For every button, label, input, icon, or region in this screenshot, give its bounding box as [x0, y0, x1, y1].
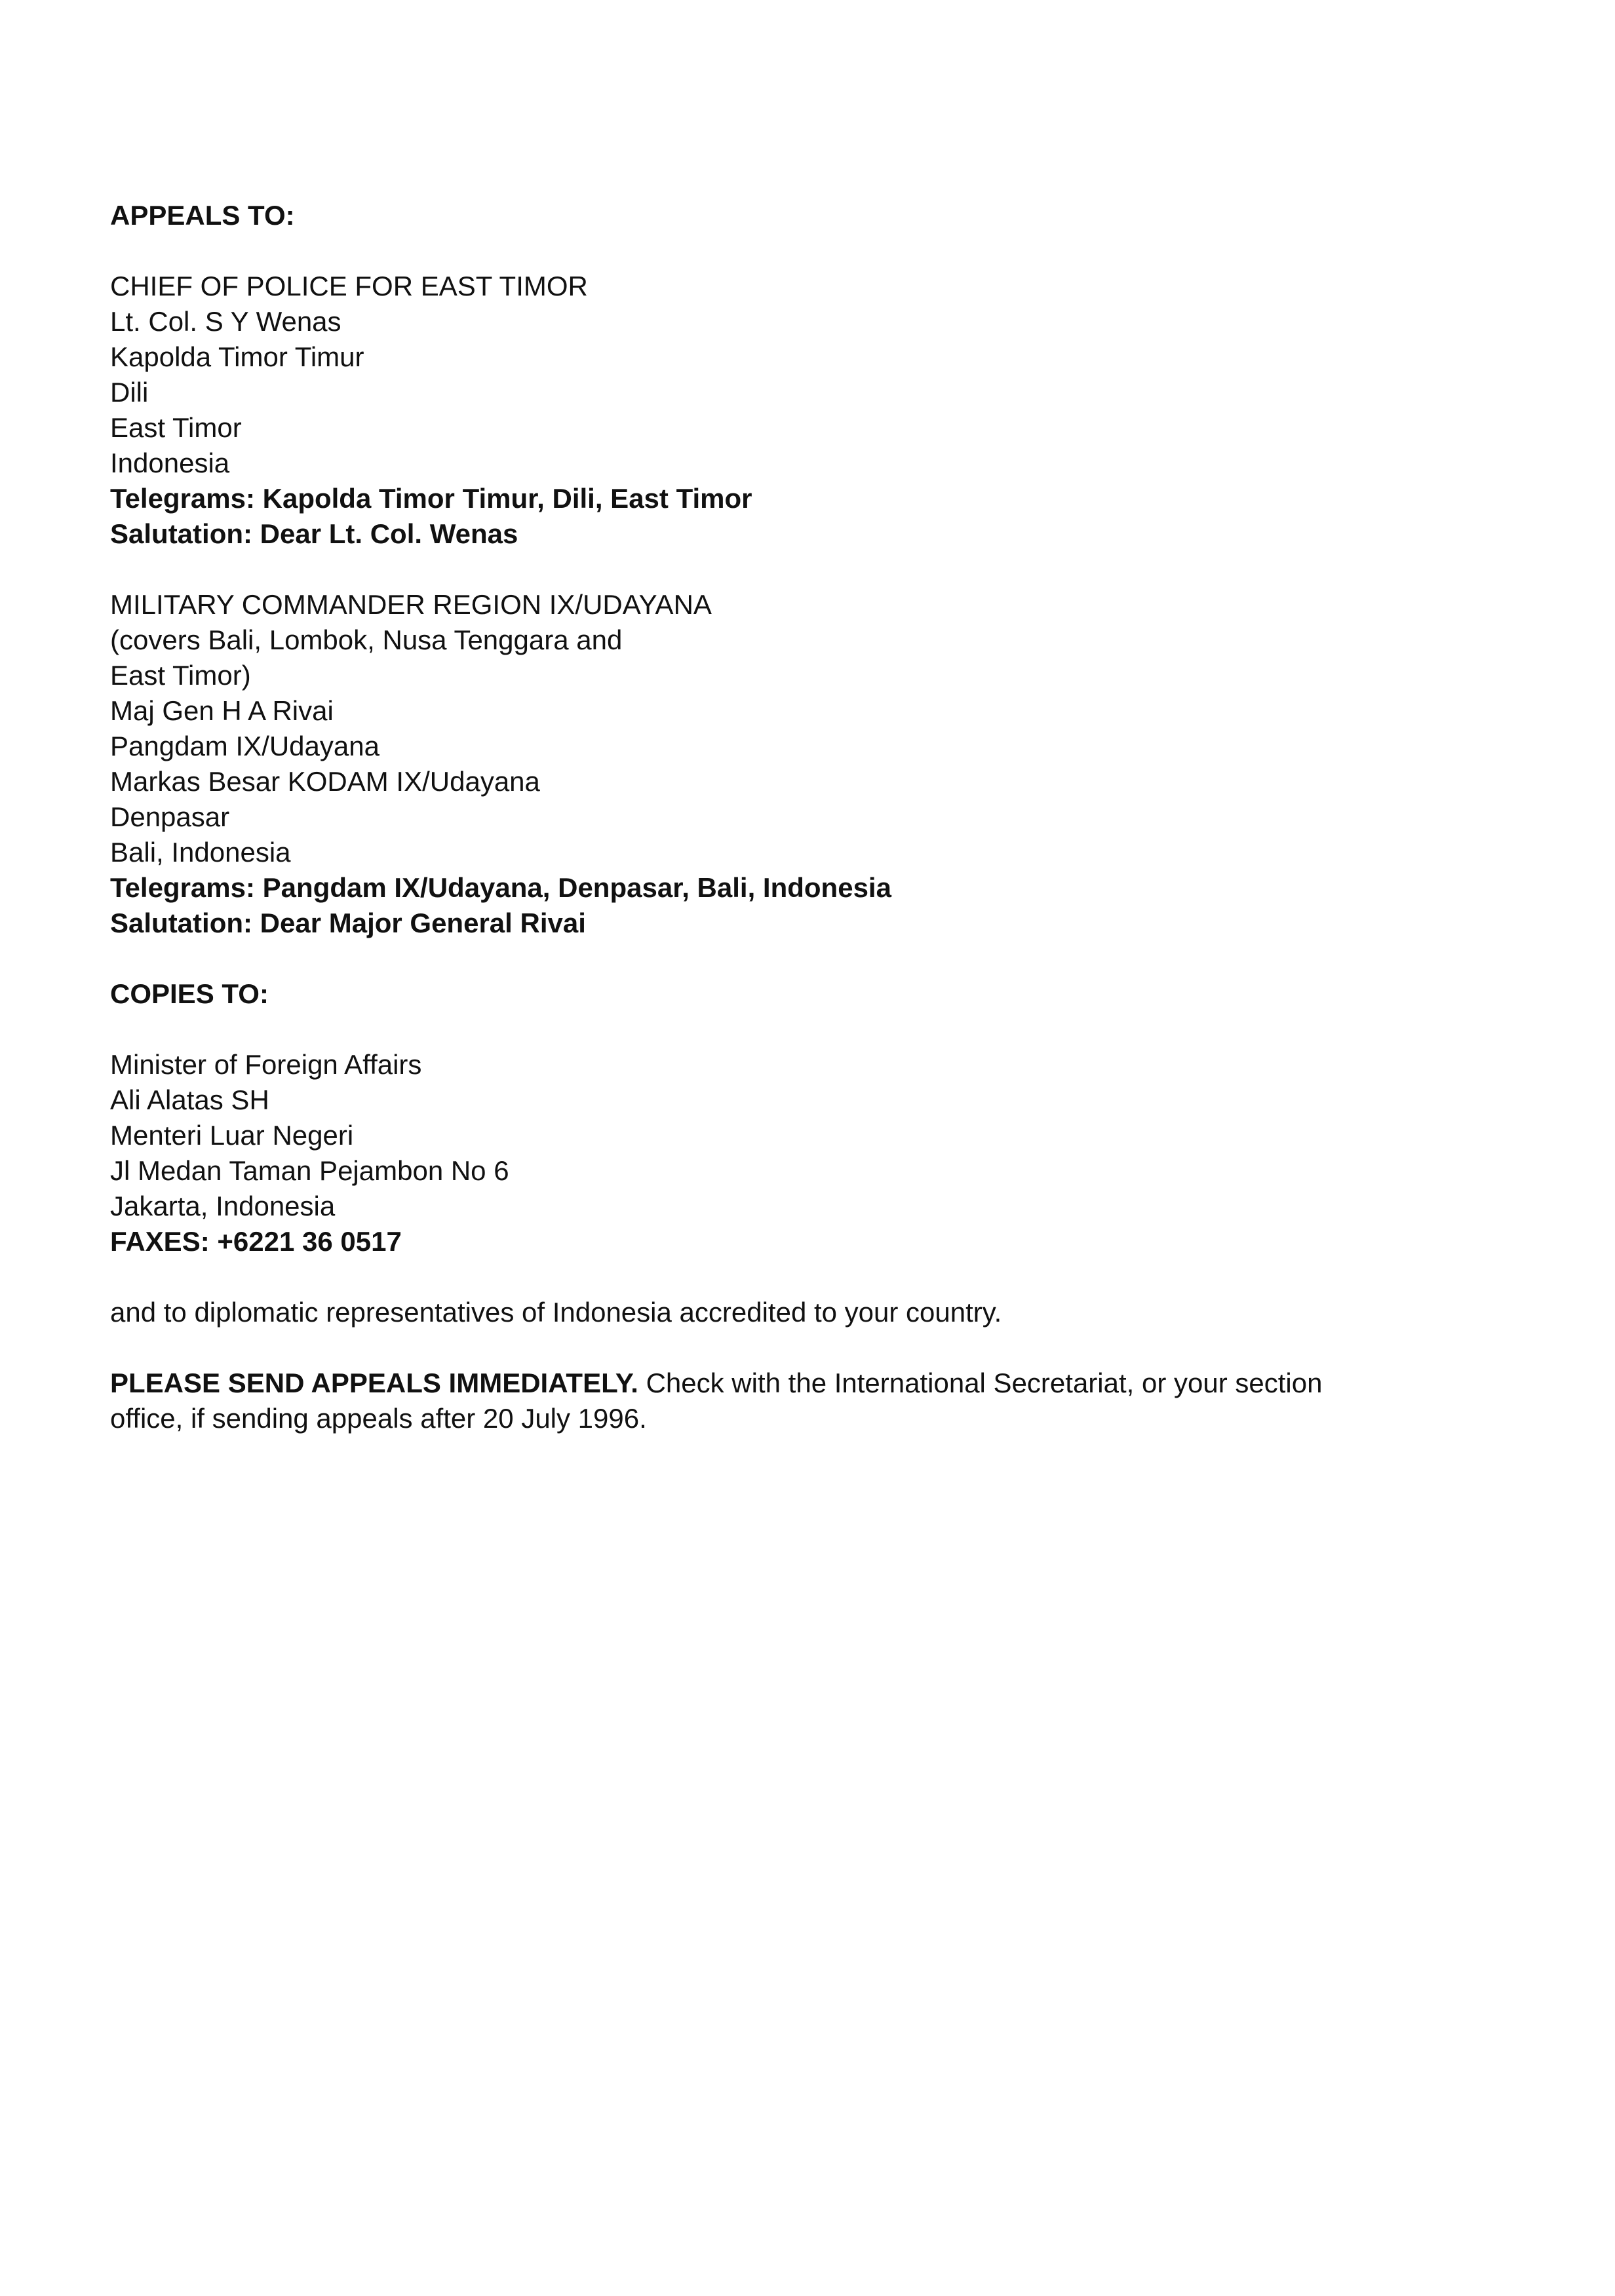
recipient-country: Indonesia [110, 448, 230, 478]
spacer [110, 233, 1513, 269]
copy-block-foreign-minister [110, 1047, 1513, 1259]
copy-faxes: FAXES: +6221 36 0517 [110, 1226, 402, 1257]
copies-heading: COPIES TO: [110, 978, 269, 1009]
copy-office: Menteri Luar Negeri [110, 1120, 354, 1151]
spacer [110, 941, 1513, 976]
spacer [110, 1259, 1513, 1295]
copy-title: Minister of Foreign Affairs [110, 1049, 422, 1080]
copy-name: Ali Alatas SH [110, 1084, 269, 1115]
recipient-name: Lt. Col. S Y Wenas [110, 306, 341, 337]
recipient-telegrams: Telegrams: Kapolda Timor Timur, Dili, East Timor [110, 483, 752, 514]
closing-text: Check with the International Secretariat, or your section [638, 1368, 1323, 1398]
recipient-region: East Timor [110, 412, 242, 443]
recipient-block-police [110, 269, 1513, 552]
recipient-headquarters: Markas Besar KODAM IX/Udayana [110, 766, 540, 797]
document-page [110, 198, 1513, 1436]
recipient-note: (covers Bali, Lombok, Nusa Tenggara and [110, 624, 623, 655]
recipient-title: CHIEF OF POLICE FOR EAST TIMOR [110, 271, 588, 301]
closing-line-2: office, if sending appeals after 20 July 1996. [110, 1403, 647, 1434]
recipient-note: East Timor) [110, 660, 251, 691]
recipient-country: Bali, Indonesia [110, 837, 291, 868]
recipient-office: Pangdam IX/Udayana [110, 731, 379, 761]
spacer [110, 1012, 1513, 1047]
spacer [110, 1330, 1513, 1366]
recipient-city: Dili [110, 377, 149, 408]
copy-address: Jl Medan Taman Pejambon No 6 [110, 1155, 509, 1186]
appeals-heading: APPEALS TO: [110, 200, 295, 231]
recipient-salutation: Salutation: Dear Lt. Col. Wenas [110, 518, 518, 549]
copy-city: Jakarta, Indonesia [110, 1191, 336, 1221]
recipient-title: MILITARY COMMANDER REGION IX/UDAYANA [110, 589, 712, 620]
spacer [110, 552, 1513, 587]
diplomatic-note: and to diplomatic representatives of Indonesia accredited to your country. [110, 1297, 1002, 1328]
closing-line-1 [110, 1366, 1513, 1401]
closing-emphasis: PLEASE SEND APPEALS IMMEDIATELY. [110, 1368, 638, 1398]
recipient-city: Denpasar [110, 801, 230, 832]
recipient-name: Maj Gen H A Rivai [110, 695, 334, 726]
recipient-block-military [110, 587, 1513, 941]
recipient-salutation: Salutation: Dear Major General Rivai [110, 908, 586, 938]
recipient-office: Kapolda Timor Timur [110, 341, 364, 372]
closing-paragraph [110, 1366, 1513, 1436]
recipient-telegrams: Telegrams: Pangdam IX/Udayana, Denpasar, Bali, Indonesia [110, 872, 891, 903]
